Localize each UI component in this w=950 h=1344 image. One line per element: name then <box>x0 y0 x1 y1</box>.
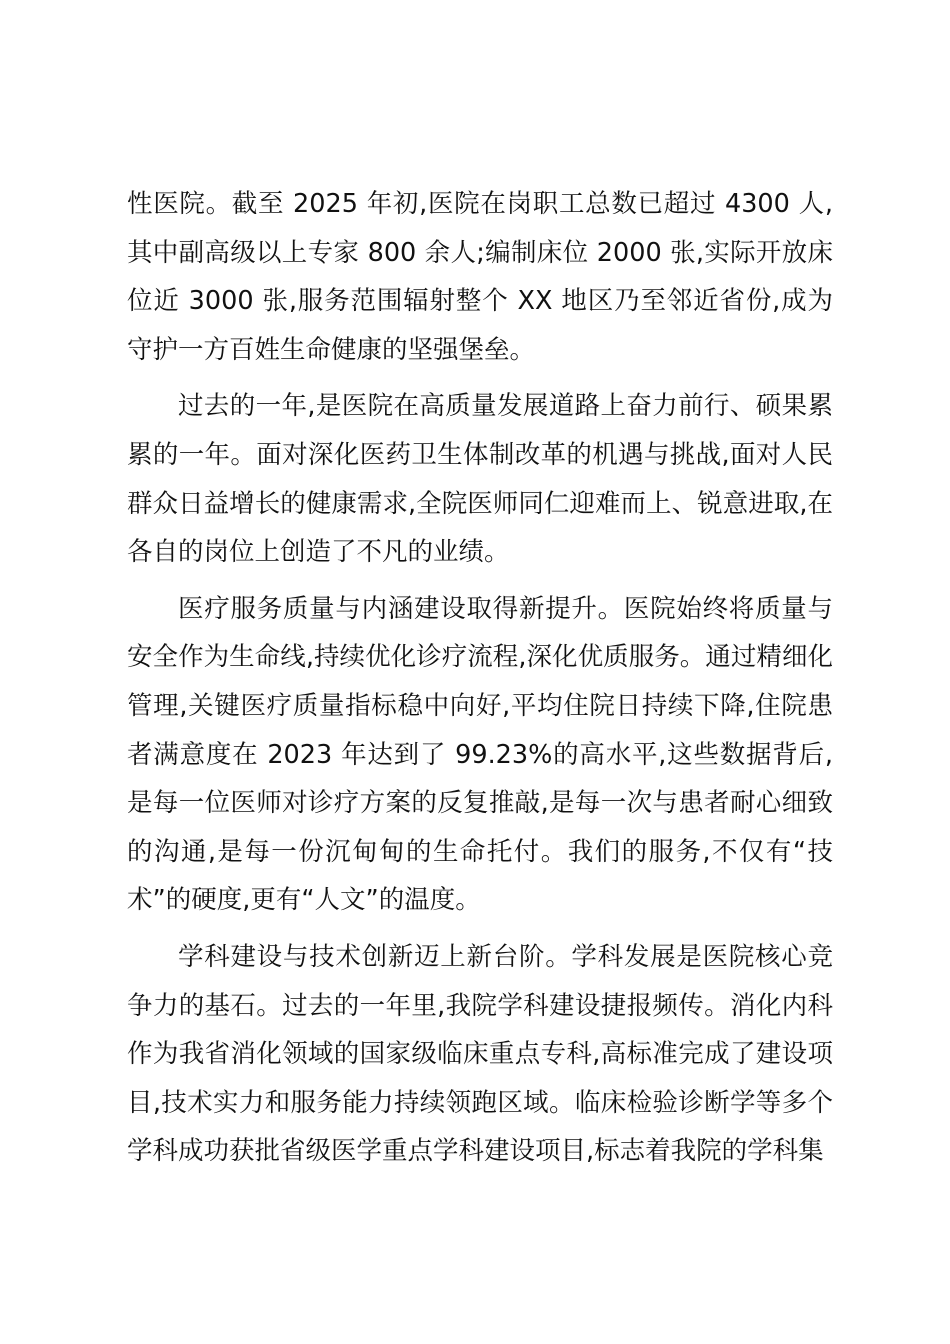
paragraph-discipline-building: 学科建设与技术创新迈上新台阶。学科发展是医院核心竞争力的基石。过去的一年里,我院学科建设捷报频传。消化内科作为我省消化领域的国家级临床重点专科,高标准完成了建设项目,技术实力和服务能力持续领跑区域。临床检验诊断学等多个学科成功获批省级医学重点学科建设项目,标志着我院的学科集 <box>127 941 833 1167</box>
document-body <box>127 180 833 1184</box>
paragraph-service-quality: 医疗服务质量与内涵建设取得新提升。医院始终将质量与安全作为生命线,持续优化诊疗流程,深化优质服务。通过精细化管理,关键医疗质量指标稳中向好,平均住院日持续下降,住院患者满意度在 2023 年达到了 99.23%的高水平,这些数据背后,是每一位医师对诊疗方案的反复推敲,是每一次与患者耐心细致的沟通,是每一份沉甸甸的生命托付。我们的服务,不仅有“技术”的硬度,更有“人文”的温度。 <box>127 593 833 916</box>
paragraph-past-year: 过去的一年,是医院在高质量发展道路上奋力前行、硕果累累的一年。面对深化医药卫生体制改革的机遇与挑战,面对人民群众日益增长的健康需求,全院医师同仁迎难而上、锐意进取,在各自的岗位上创造了不凡的业绩。 <box>127 391 833 568</box>
paragraph-continuation: 性医院。截至 2025 年初,医院在岗职工总数已超过 4300 人,其中副高级以上专家 800 余人;编制床位 2000 张,实际开放床位近 3000 张,服务范围辐射整个 XX 地区乃至邻近省份,成为守护一方百姓生命健康的坚强堡垒。 <box>127 189 833 365</box>
